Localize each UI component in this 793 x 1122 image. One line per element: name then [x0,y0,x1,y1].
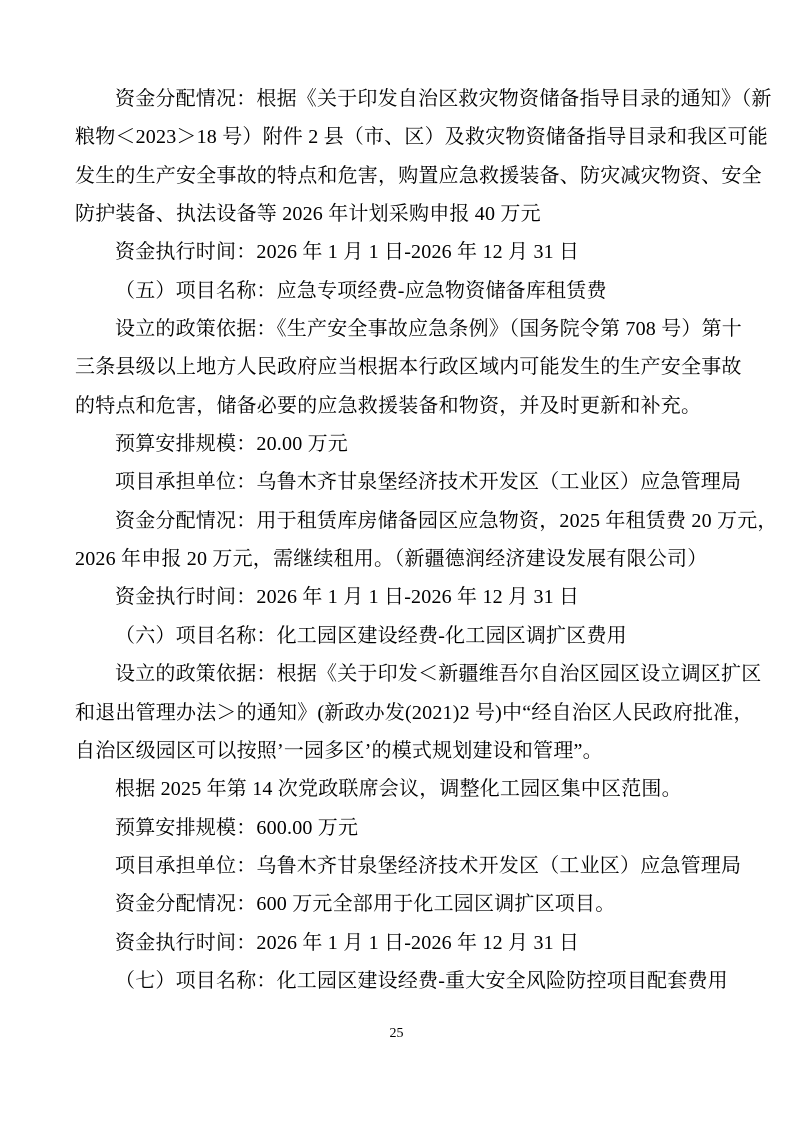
document-body [75,80,778,1000]
text-line: 的特点和危害，储备必要的应急救援装备和物资，并及时更新和补充。 [75,394,702,417]
text-line: 发生的生产安全事故的特点和危害，购置应急救援装备、防灾减灾物资、安全 [75,164,762,187]
page-number: 25 [389,1026,404,1041]
text-line: 资金执行时间：2026 年 1 月 1 日-2026 年 12 月 31 日 [115,241,580,264]
text-line: 设立的政策依据：根据《关于印发＜新疆维吾尔自治区园区设立调区扩区 [115,663,762,686]
text-line: 粮物＜2023＞18 号）附件 2 县（市、区）及救灾物资储备指导目录和我区可能 [75,126,768,149]
text-line: 项目承担单位：乌鲁木齐甘泉堡经济技术开发区（工业区）应急管理局 [115,854,742,877]
text-line: 预算安排规模：600.00 万元 [115,816,359,839]
text-line-section-heading: （六）项目名称：化工园区建设经费-化工园区调扩区费用 [115,624,627,647]
text-line: 自治区级园区可以按照’一园多区’的模式规划建设和管理”。 [75,739,603,762]
text-line: 资金执行时间：2026 年 1 月 1 日-2026 年 12 月 31 日 [115,586,580,609]
text-line: 资金分配情况：600 万元全部用于化工园区调扩区项目。 [115,893,616,916]
text-line: 防护装备、执法设备等 2026 年计划采购申报 40 万元 [75,203,541,226]
text-line: 根据 2025 年第 14 次党政联席会议，调整化工园区集中区范围。 [115,778,682,801]
text-line: 预算安排规模：20.00 万元 [115,433,348,456]
text-line: 设立的政策依据：《生产安全事故应急条例》（国务院令第 708 号）第十 [115,318,742,341]
text-line: 资金分配情况：根据《关于印发自治区救灾物资储备指导目录的通知》（新 [115,88,772,110]
text-line: 资金执行时间：2026 年 1 月 1 日-2026 年 12 月 31 日 [115,931,580,954]
text-line-section-heading: （五）项目名称：应急专项经费-应急物资储备库租赁费 [115,279,607,302]
text-line-section-heading: （七）项目名称：化工园区建设经费-重大安全风险防控项目配套费用 [115,969,728,992]
text-line: 三条县级以上地方人民政府应当根据本行政区域内可能发生的生产安全事故 [75,356,742,379]
text-line: 和退出管理办法＞的通知》(新政办发(2021)2 号)中“经自治区人民政府批准， [75,701,754,724]
text-line: 2026 年申报 20 万元，需继续租用。（新疆德润经济建设发展有限公司） [75,548,708,571]
text-line: 项目承担单位：乌鲁木齐甘泉堡经济技术开发区（工业区）应急管理局 [115,471,742,494]
text-line: 资金分配情况：用于租赁库房储备园区应急物资，2025 年租赁费 20 万元， [115,509,778,532]
